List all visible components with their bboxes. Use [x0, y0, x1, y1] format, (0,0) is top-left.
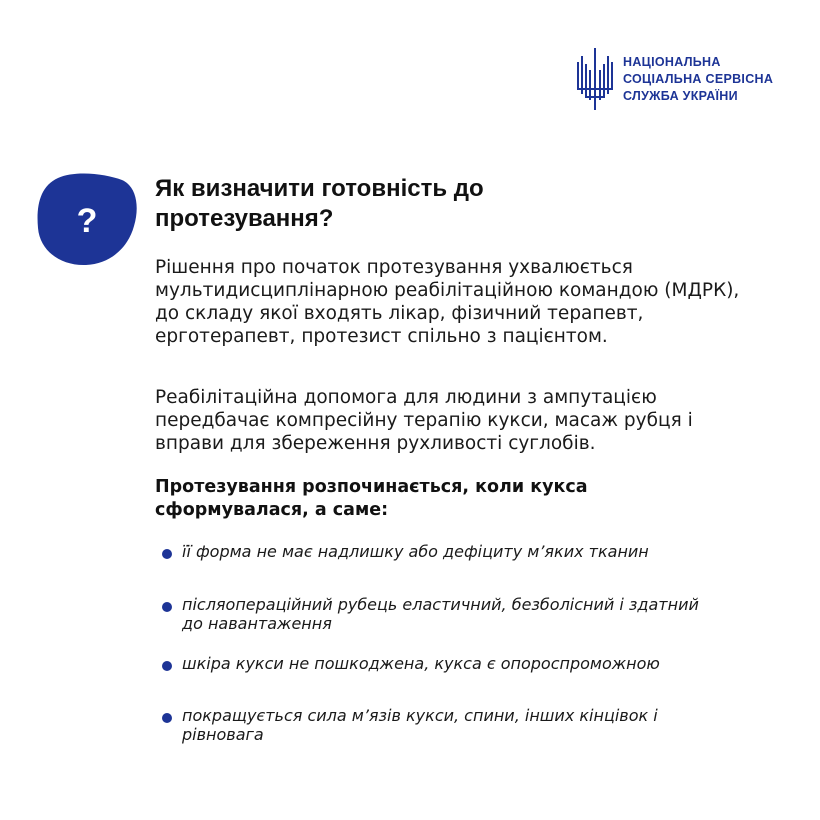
- logo-line-3: СЛУЖБА УКРАЇНИ: [623, 88, 738, 103]
- question-mark-icon: [36, 172, 138, 266]
- list-item: [162, 706, 722, 744]
- list-item-text: післяопераційний рубець еластичний, безболісний і здатний до навантаження: [182, 595, 699, 633]
- paragraph-2: Реабілітаційна допомога для людини з ампутацією передбачає компресійну терапію кукси, масаж рубця і вправи для збереження рухливості суглобів.: [155, 387, 693, 454]
- list-item: [162, 595, 722, 633]
- list-item-text: її форма не має надлишку або дефіциту м’яких тканин: [182, 542, 649, 561]
- logo: [575, 48, 773, 110]
- list-item: [162, 542, 649, 561]
- bullet-icon: [162, 661, 172, 671]
- bullet-icon: [162, 713, 172, 723]
- logo-text: [623, 54, 773, 105]
- list-item-text: покращується сила м’язів кукси, спини, інших кінцівок і рівновага: [182, 706, 658, 744]
- trident-emblem-icon: [575, 48, 615, 110]
- page-title: Як визначити готовність до протезування?: [155, 175, 484, 232]
- question-mark-glyph: ?: [76, 202, 98, 240]
- list-item-text: шкіра кукси не пошкоджена, кукса є опороспроможною: [182, 654, 660, 673]
- logo-line-1: НАЦІОНАЛЬНА: [623, 54, 721, 69]
- paragraph-1: Рішення про початок протезування ухвалюється мультидисциплінарною реабілітаційною командою (МДРК), до складу якої входять лікар, фізичний терапевт, ерготерапевт, протезист спільно з пацієнтом.: [155, 257, 740, 347]
- subheading: Протезування розпочинається, коли кукса сформувалася, а саме:: [155, 477, 588, 520]
- bullet-icon: [162, 549, 172, 559]
- list-item: [162, 654, 660, 673]
- logo-line-2: СОЦІАЛЬНА СЕРВІСНА: [623, 71, 774, 86]
- bullet-icon: [162, 602, 172, 612]
